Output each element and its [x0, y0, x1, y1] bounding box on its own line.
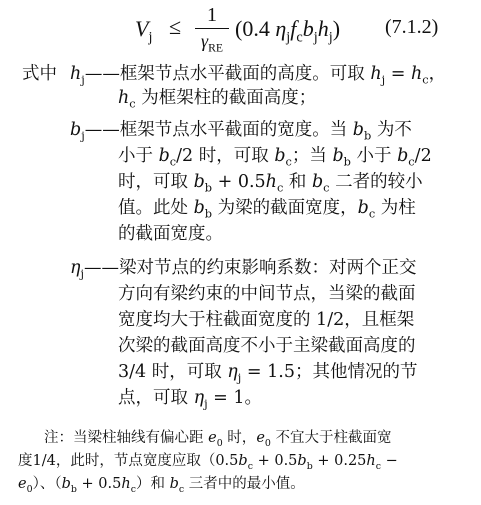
bj-l2-mid2: ；当 — [291, 146, 333, 166]
note-l1-start: 注：当梁柱轴线有偏心距 — [44, 430, 209, 446]
note-minus: − — [381, 453, 398, 469]
note-plus1: + 0.5 — [252, 453, 298, 469]
etaj-l5-end: = 1.5；其他情况的节 — [241, 362, 418, 382]
rhs-open: (0.4 — [235, 16, 270, 41]
etaj-l5-eta: η — [227, 362, 238, 382]
note-line3 — [18, 474, 305, 500]
bj-l3-mid2: 和 — [283, 172, 312, 192]
note-e2-sub: 0 — [264, 437, 271, 449]
note-l1-mid: 时， — [222, 430, 257, 446]
formula-fraction — [195, 4, 229, 59]
rhs-close: ) — [332, 16, 341, 41]
fraction-denominator — [195, 31, 229, 59]
bj-l4-mid: 为梁的截面宽度， — [212, 198, 358, 218]
etaj-l5-start: 3/4 时，可取 — [118, 362, 228, 382]
etaj-symbol: η — [70, 258, 81, 278]
note-l1-end: 不宜大于柱截面宽 — [270, 430, 392, 446]
etaj-l6-start: 点，可取 — [118, 388, 194, 408]
note-l3-b2-sub: c — [178, 483, 185, 495]
note-l3-h: h — [121, 476, 131, 492]
note-l3-mid: ）、（ — [32, 476, 62, 492]
rhs-b-sub: j — [313, 29, 318, 46]
bj-l2-b3: b — [332, 146, 344, 166]
etaj-dash: —— — [84, 258, 120, 278]
note-l3-h-sub: c — [130, 483, 136, 495]
bj-l4-start: 值。此处 — [118, 198, 194, 218]
etaj-l5-eta-sub: j — [237, 370, 242, 385]
rhs-h-sub: j — [328, 29, 333, 46]
definition-bj-line5: 的截面宽度。 — [118, 224, 223, 244]
hj-symbol: h — [70, 64, 82, 84]
formula-lhs — [135, 16, 152, 46]
note-l3-b-sub: b — [70, 483, 77, 495]
note-l3-e-sub: 0 — [26, 483, 33, 495]
note-l3-b: b — [61, 476, 71, 492]
bj-l4-b-sub: b — [204, 206, 213, 221]
formula-v: V — [135, 16, 149, 41]
gamma-symbol: γ — [200, 31, 209, 51]
etaj-symbol-sub: j — [80, 266, 85, 281]
note-line2 — [18, 451, 398, 477]
bj-l3-b: b — [193, 172, 205, 192]
definition-etaj-line3: 宽度均大于柱截面宽度的 1/2，且框架 — [118, 310, 415, 330]
rhs-f: f — [290, 16, 297, 41]
bj-line1-text: 框架节点水平截面的宽度。当 — [119, 120, 353, 140]
note-l3-b2: b — [169, 476, 179, 492]
bj-symbol: b — [70, 120, 82, 140]
fraction-numerator: 1 — [207, 4, 217, 26]
hj-rhs: h — [410, 64, 423, 84]
bj-l4-b2: b — [357, 198, 369, 218]
definition-hj-line2 — [118, 86, 316, 116]
etaj-l6-eta-sub: j — [204, 396, 208, 411]
hj-dash: —— — [84, 64, 120, 84]
bj-l3-b2: b — [311, 172, 324, 192]
fraction-bar — [195, 28, 229, 29]
hj-line2-text: 为框架柱的截面高度； — [135, 88, 317, 108]
note-b2: b — [297, 453, 307, 469]
bj-l3-h: h — [265, 172, 277, 192]
note-l3-e: e — [18, 476, 27, 492]
bj-l2-start: 小于 — [118, 146, 159, 166]
formula-leq: ≤ — [169, 14, 182, 39]
note-h1-sub: c — [375, 460, 382, 472]
note-l3-plus: + 0.5 — [76, 476, 122, 492]
note-h1: h — [366, 453, 376, 469]
bj-l3-start: 时，可取 — [118, 172, 194, 192]
bj-l4-end: 为柱 — [375, 198, 416, 218]
rhs-f-sub: c — [296, 29, 303, 46]
hj-text: 框架节点水平截面的高度。可取 — [119, 64, 371, 84]
bj-l2-b3-sub: b — [343, 154, 351, 169]
gamma-sub: RE — [208, 41, 224, 55]
bj-l1-b-sub: b — [364, 128, 372, 143]
definition-prefix: 式中 — [22, 64, 57, 84]
note-e-sub: 0 — [216, 437, 223, 449]
definition-etaj-line4: 次梁的截面高度不小于主梁截面高度的 — [118, 336, 416, 356]
hj-symbol-sub: j — [81, 72, 85, 87]
hj-expr-sub: j — [381, 72, 386, 87]
note-e: e — [208, 430, 217, 446]
bj-l3-h-sub: c — [276, 180, 284, 195]
bj-l1-b: b — [352, 120, 364, 140]
hj-end: ， — [428, 64, 447, 84]
rhs-eta-sub: j — [286, 29, 291, 46]
definition-etaj-line2: 方向有梁约束的中间节点，当梁的截面 — [118, 284, 416, 304]
bj-l3-end: 二者的较小 — [329, 172, 423, 192]
rhs-h: h — [317, 16, 329, 41]
bj-l2-b: b — [158, 146, 170, 166]
hj-rhs-sub: c — [422, 72, 429, 87]
bj-l2-b2: b — [274, 146, 286, 166]
hc-symbol: h — [118, 88, 130, 108]
hc-symbol-sub: c — [129, 96, 136, 111]
hj-eq: = — [385, 64, 411, 84]
equation-number: (7.1.2) — [385, 16, 439, 38]
note-l3-mid2: ）和 — [135, 476, 170, 492]
rhs-eta: η — [275, 16, 287, 41]
formula-rhs — [235, 16, 340, 46]
rhs-b: b — [302, 16, 314, 41]
bj-l3-b-sub: b — [204, 180, 213, 195]
bj-l2-b2-sub: c — [285, 154, 292, 169]
bj-l2-end: /2 — [414, 146, 432, 166]
bj-l4-b2-sub: c — [368, 206, 376, 221]
etaj-l1-text: 梁对节点的约束影响系数：对两个正交 — [119, 258, 417, 278]
bj-dash: —— — [84, 120, 120, 140]
bj-l2-mid3: 小于 — [350, 146, 398, 166]
note-l2-start: 度1/4，此时，节点宽度应取（0.5 — [18, 453, 239, 469]
bj-l2-b-sub: c — [169, 154, 177, 169]
note-line1 — [44, 428, 392, 454]
bj-l1-end: 为不 — [371, 120, 412, 140]
formula-v-sub: j — [148, 29, 153, 46]
etaj-l6-eta: η — [193, 388, 205, 408]
definition-etaj-line6 — [118, 386, 262, 416]
bj-l3-mid: + 0.5 — [212, 172, 266, 192]
hj-expr: h — [370, 64, 382, 84]
note-e2: e — [256, 430, 265, 446]
etaj-l6-end: = 1。 — [207, 388, 263, 408]
bj-symbol-sub: j — [81, 128, 85, 143]
bj-l2-mid: /2 时，可取 — [176, 146, 275, 166]
bj-l3-b2-sub: c — [323, 180, 330, 195]
note-plus2: + 0.25 — [312, 453, 367, 469]
bj-l2-b4-sub: c — [408, 154, 415, 169]
bj-l2-b4: b — [397, 146, 409, 166]
note-b2-sub: b — [306, 460, 313, 472]
note-b1-sub: c — [247, 460, 253, 472]
bj-l4-b: b — [193, 198, 205, 218]
note-l3-end: 三者中的最小值。 — [184, 476, 305, 492]
note-b1: b — [238, 453, 248, 469]
